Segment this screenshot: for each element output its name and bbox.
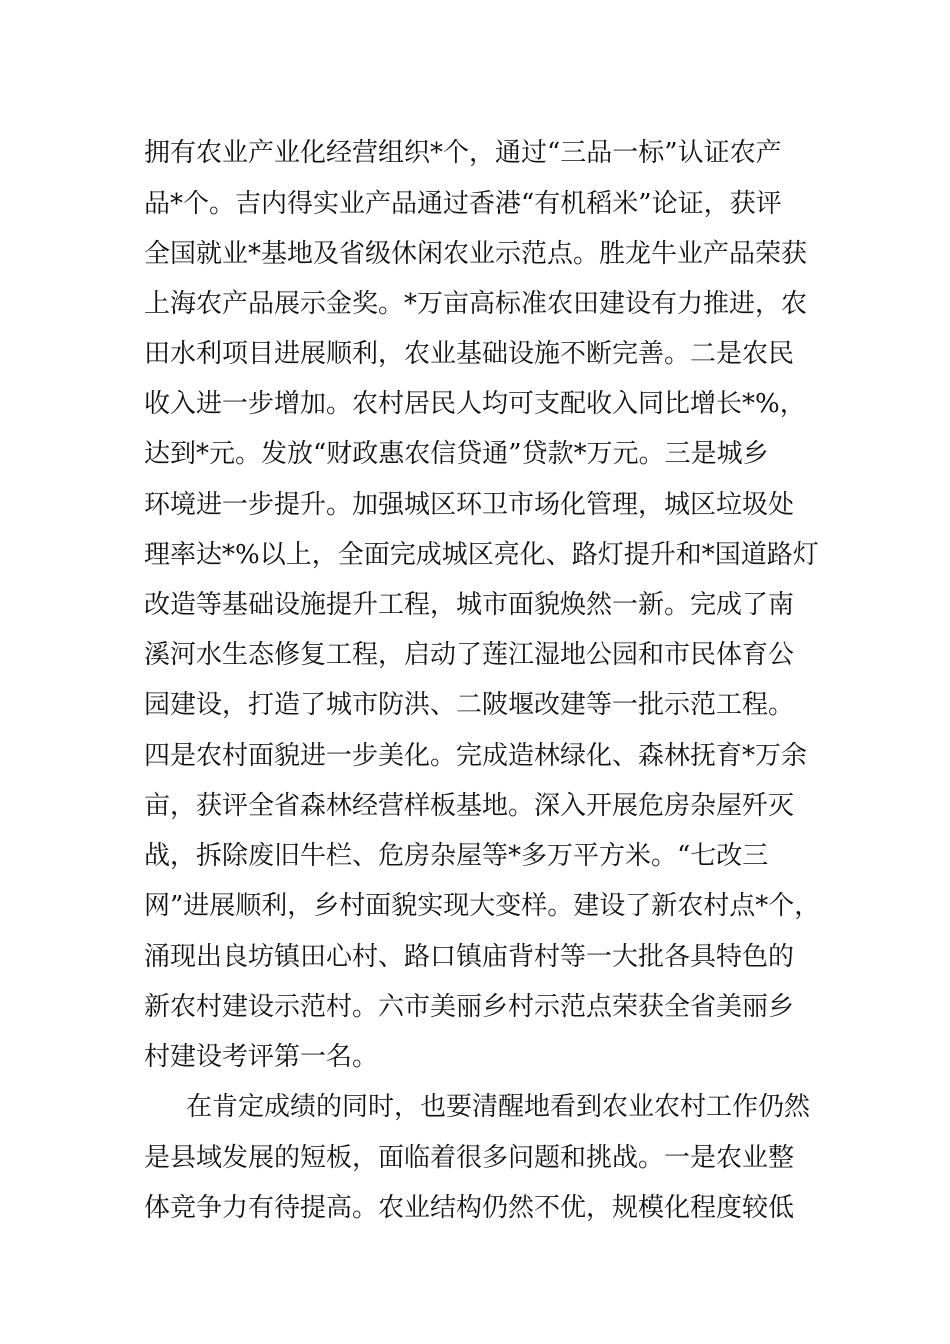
text-line-6: 收入进一步增加。农村居民人均可支配收入同比增长*%， <box>144 389 806 419</box>
text-line-7: 达到*元。发放“财政惠农信贷通”贷款*万元。三是城乡 <box>144 439 769 469</box>
text-line-21: 是县域发展的短板，面临着很多问题和挑战。一是农业整 <box>144 1143 795 1173</box>
text-line-14: 亩，获评全省森林经营样板基地。深入开展危房杂屋歼灭 <box>144 791 795 821</box>
text-line-10: 改造等基础设施提升工程，城市面貌焕然一新。完成了南 <box>144 590 795 620</box>
text-line-9: 理率达*%以上，全面完成城区亮化、路灯提升和*国道路灯 <box>144 540 819 570</box>
text-line-1: 拥有农业产业化经营组织*个，通过“三品一标”认证农产 <box>144 138 782 168</box>
text-line-17: 涌现出良坊镇田心村、路口镇庙背村等一大批各具特色的 <box>144 942 795 972</box>
text-line-2: 品*个。吉内得实业产品通过香港“有机稻米”论证，获评 <box>144 189 782 219</box>
text-line-18: 新农村建设示范村。六市美丽乡村示范点荣获全省美丽乡 <box>144 992 795 1022</box>
text-line-19: 村建设考评第一名。 <box>144 1042 379 1072</box>
text-line-13: 四是农村面貌进一步美化。完成造林绿化、森林抚育*万余 <box>144 741 808 771</box>
text-line-5: 田水利项目进展顺利，农业基础设施不断完善。二是农民 <box>144 339 795 369</box>
text-line-4: 上海农产品展示金奖。*万亩高标准农田建设有力推进，农 <box>144 289 808 319</box>
text-line-3: 全国就业*基地及省级休闲农业示范点。胜龙牛业产品荣获 <box>144 239 808 269</box>
text-line-22: 体竞争力有待提高。农业结构仍然不优，规模化程度较低 <box>144 1193 795 1223</box>
text-line-11: 溪河水生态修复工程，启动了莲江湿地公园和市民体育公 <box>144 640 795 670</box>
text-line-16: 网”进展顺利，乡村面貌实现大变样。建设了新农村点*个， <box>144 891 821 921</box>
text-line-8: 环境进一步提升。加强城区环卫市场化管理，城区垃圾处 <box>144 490 795 520</box>
text-line-12: 园建设，打造了城市防洪、二陂堰改建等一批示范工程。 <box>144 690 795 720</box>
text-line-15: 战，拆除废旧牛栏、危房杂屋等*多万平方米。“七改三 <box>144 841 769 871</box>
paragraph-start-line: 在肯定成绩的同时，也要清醒地看到农业农村工作仍然 <box>186 1092 811 1122</box>
